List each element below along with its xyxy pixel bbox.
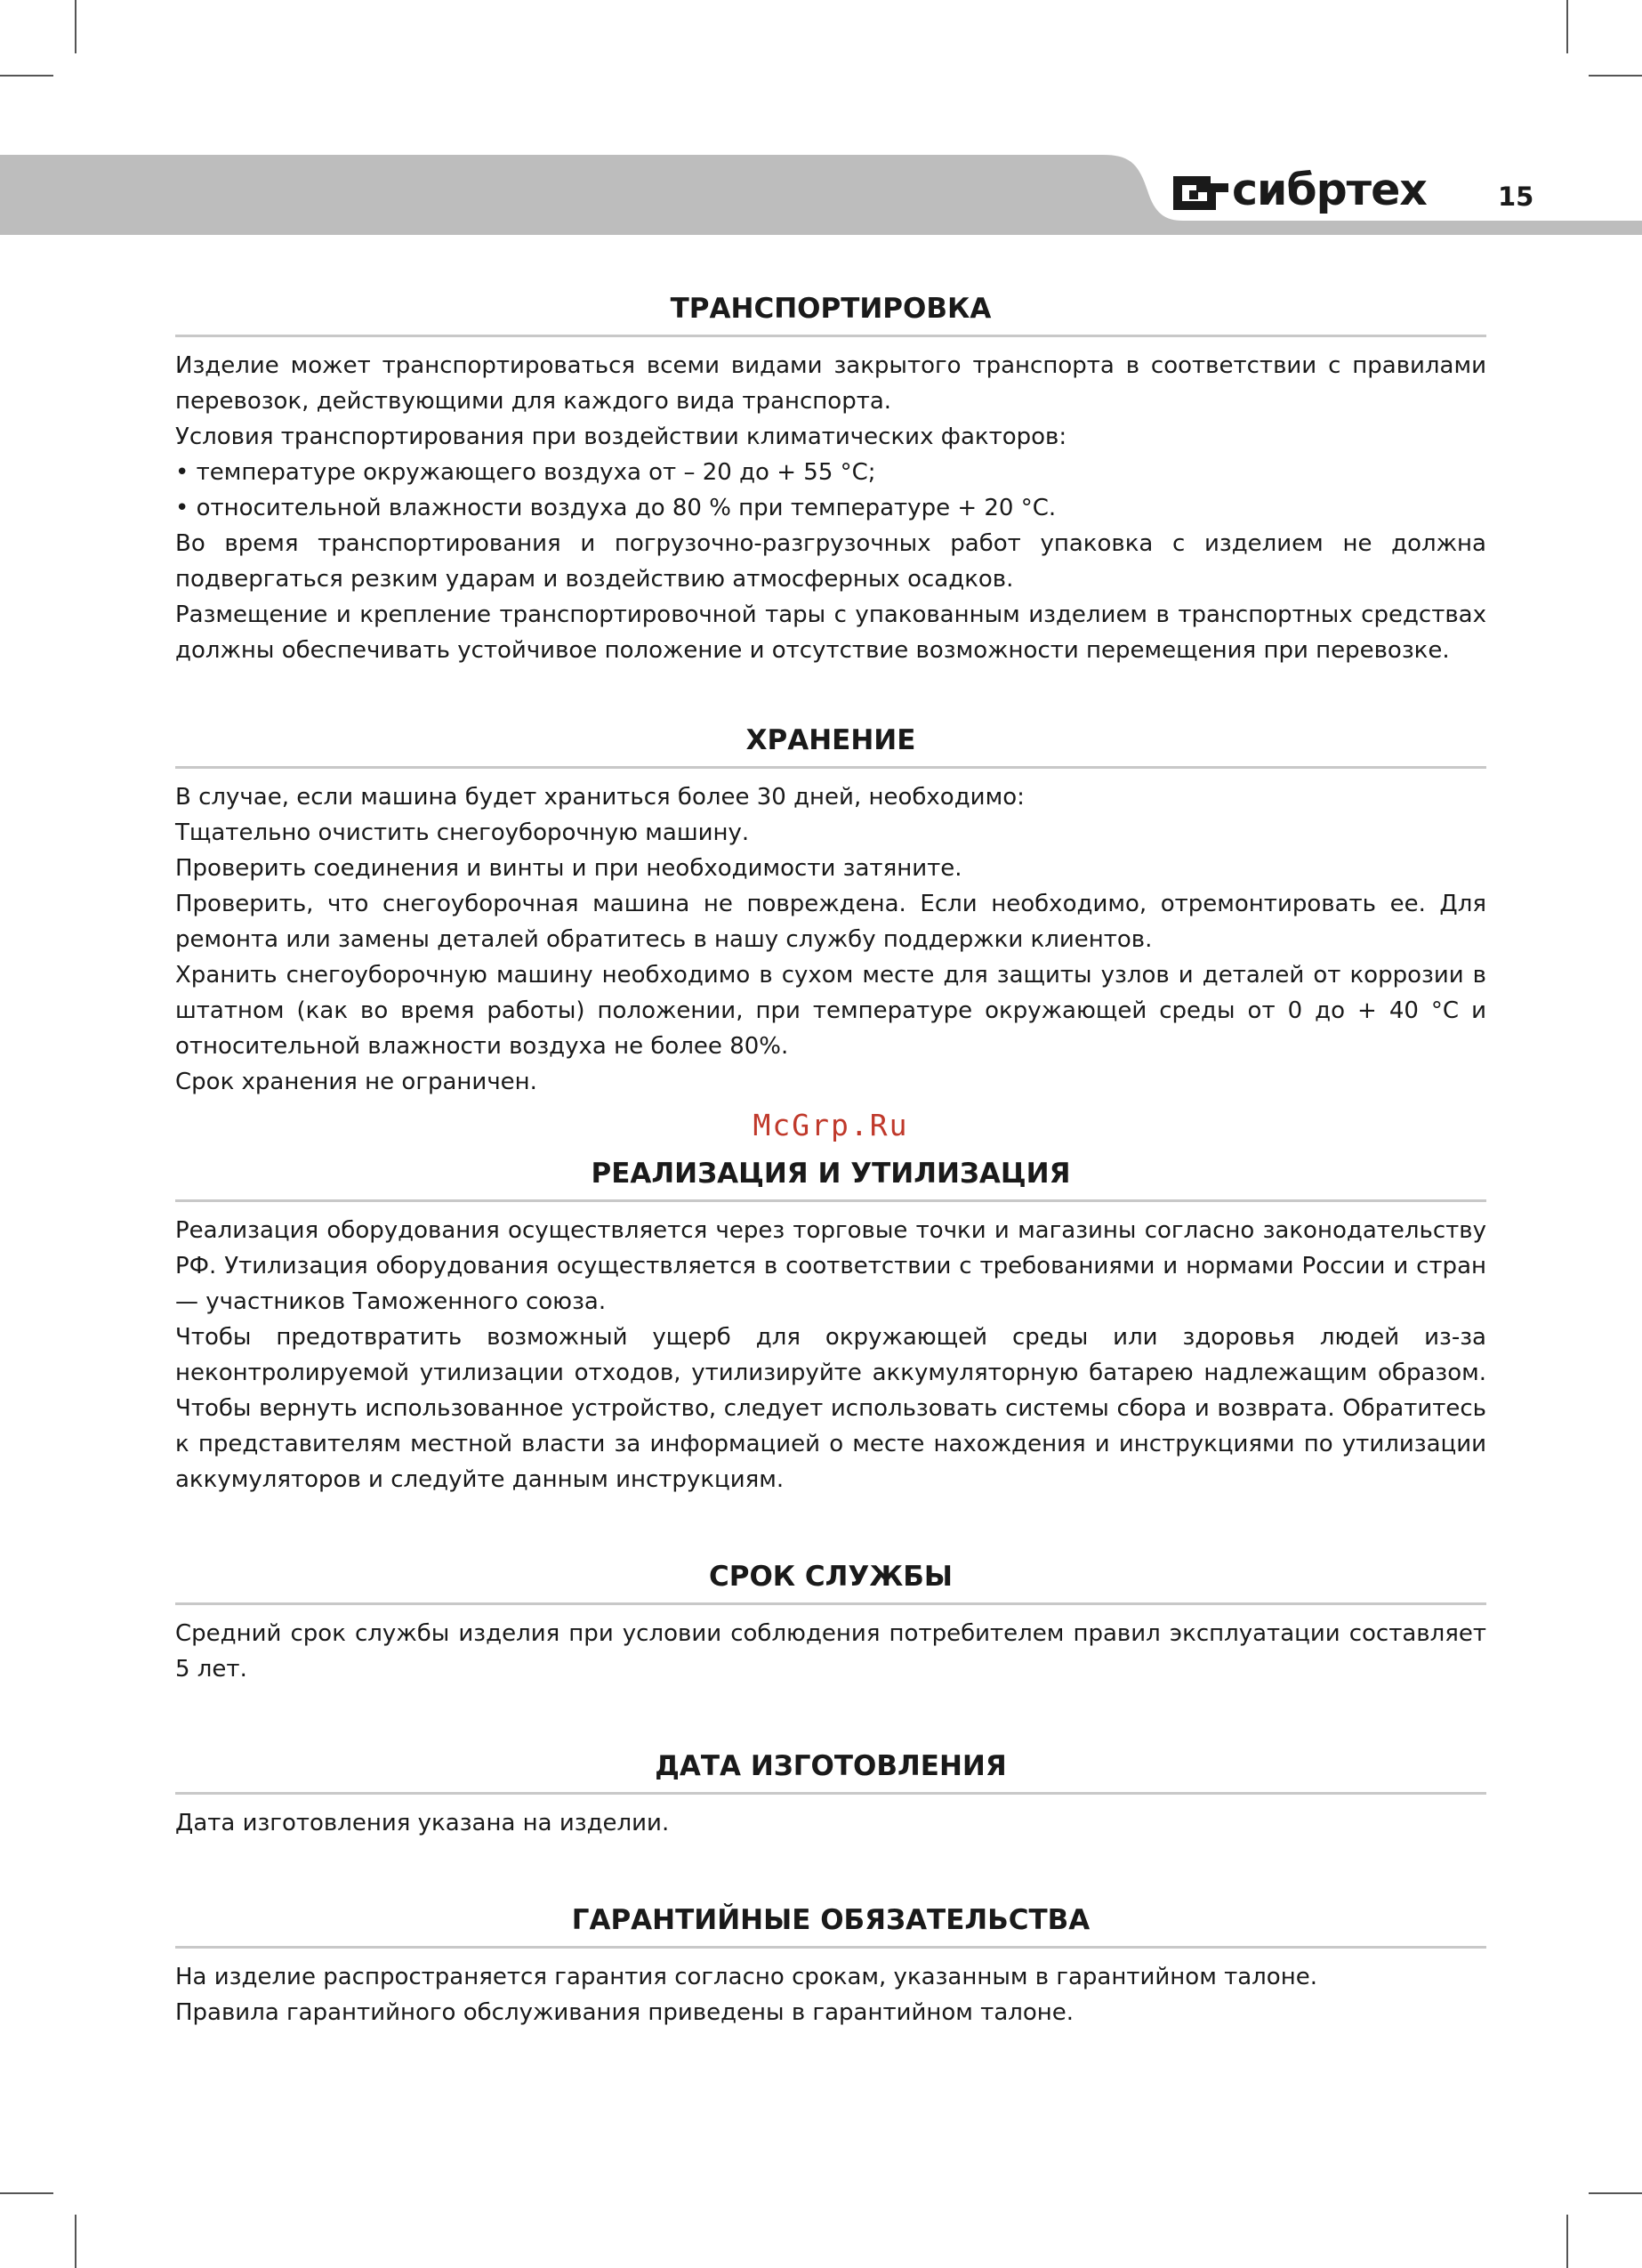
paragraph: Во время транспортирования и погрузочно-разгрузочных работ упаковка с изделием не должна подвергаться резким ударам и воздействию атмосферных осадков. [175, 530, 1486, 593]
crop-mark [75, 2215, 76, 2268]
crop-mark [0, 75, 53, 77]
paragraph: • относительной влажности воздуха до 80 % при температуре + 20 °С. [175, 495, 1057, 521]
brand-name: сибртех [1232, 165, 1427, 215]
paragraph: Дата изготовления указана на изделии. [175, 1810, 670, 1836]
section-body [175, 1213, 1486, 1497]
paragraph: Реализация оборудования осуществляется через торговые точки и магазины согласно законодательству РФ. Утилизация оборудования осуществляется в соответствии с требованиями и нормами России и стран — участников Таможенного союза. [175, 1217, 1486, 1315]
paragraph: Правила гарантийного обслуживания приведены в гарантийном талоне. [175, 1999, 1075, 2026]
crop-mark [1589, 2192, 1642, 2194]
paragraph: Тщательно очистить снегоуборочную машину. [175, 819, 750, 846]
section-body [175, 1805, 1486, 1841]
paragraph: Изделие может транспортироваться всеми видами закрытого транспорта в соответствии с правилами перевозок, действующими для каждого вида транспорта. [175, 352, 1486, 415]
paragraph: • температуре окружающего воздуха от – 20 до + 55 °С; [175, 459, 876, 486]
section-transport [175, 285, 1486, 668]
section-title: ТРАНСПОРТИРОВКА [175, 285, 1486, 337]
crop-mark [1566, 0, 1568, 53]
paragraph: Хранить снегоуборочную машину необходимо в сухом месте для защиты узлов и деталей от коррозии в штатном (как во время работы) положении, при температуре окружающей среды от 0 до + 40 °С и относительной влажности воздуха не более 80%. [175, 962, 1486, 1060]
crop-mark [1566, 2215, 1568, 2268]
watermark: McGrp.Ru [753, 1108, 909, 1142]
section-body [175, 348, 1486, 668]
section-manufacture-date [175, 1742, 1486, 1841]
section-title: ХРАНЕНИЕ [175, 716, 1486, 769]
brand-logo-icon [1170, 173, 1234, 214]
section-service-life [175, 1553, 1486, 1687]
page-number: 15 [1498, 182, 1534, 212]
section-title: ДАТА ИЗГОТОВЛЕНИЯ [175, 1742, 1486, 1795]
paragraph: Условия транспортирования при воздействии климатических факторов: [175, 424, 1067, 450]
crop-mark [0, 2192, 53, 2194]
section-title: РЕАЛИЗАЦИЯ И УТИЛИЗАЦИЯ [175, 1150, 1486, 1202]
paragraph: Средний срок службы изделия при условии соблюдения потребителем правил эксплуатации составляет 5 лет. [175, 1620, 1486, 1683]
crop-mark [75, 0, 76, 53]
section-body [175, 779, 1486, 1100]
section-storage [175, 716, 1486, 1100]
paragraph: На изделие распространяется гарантия согласно срокам, указанным в гарантийном талоне. [175, 1964, 1317, 1990]
section-warranty [175, 1896, 1486, 2030]
page-content [175, 285, 1486, 2030]
section-body [175, 1616, 1486, 1687]
section-title: ГАРАНТИЙНЫЕ ОБЯЗАТЕЛЬСТВА [175, 1896, 1486, 1949]
paragraph: Чтобы предотвратить возможный ущерб для окружающей среды или здоровья людей из-за неконтролируемой утилизации отходов, утилизируйте аккумуляторную батарею надлежащим образом. Чтобы вернуть использованное устройство, следует использовать системы сбора и возврата. Обратитесь к представителям местной власти за информацией о месте нахождения и инструкциями по утилизации аккумуляторов и следуйте данным инструкциям. [175, 1324, 1486, 1493]
crop-mark [1589, 75, 1642, 77]
section-disposal [175, 1150, 1486, 1497]
paragraph: Размещение и крепление транспортировочной тары с упакованным изделием в транспортных средствах должны обеспечивать устойчивое положение и отсутствие возможности перемещения при перевозке. [175, 601, 1486, 664]
paragraph: В случае, если машина будет храниться более 30 дней, необходимо: [175, 784, 1025, 811]
section-title: СРОК СЛУЖБЫ [175, 1553, 1486, 1605]
paragraph: Проверить, что снегоуборочная машина не повреждена. Если необходимо, отремонтировать ее. Для ремонта или замены деталей обратитесь в нашу службу поддержки клиентов. [175, 891, 1486, 953]
section-body [175, 1959, 1486, 2030]
paragraph: Проверить соединения и винты и при необходимости затяните. [175, 855, 962, 882]
paragraph: Срок хранения не ограничен. [175, 1069, 537, 1095]
